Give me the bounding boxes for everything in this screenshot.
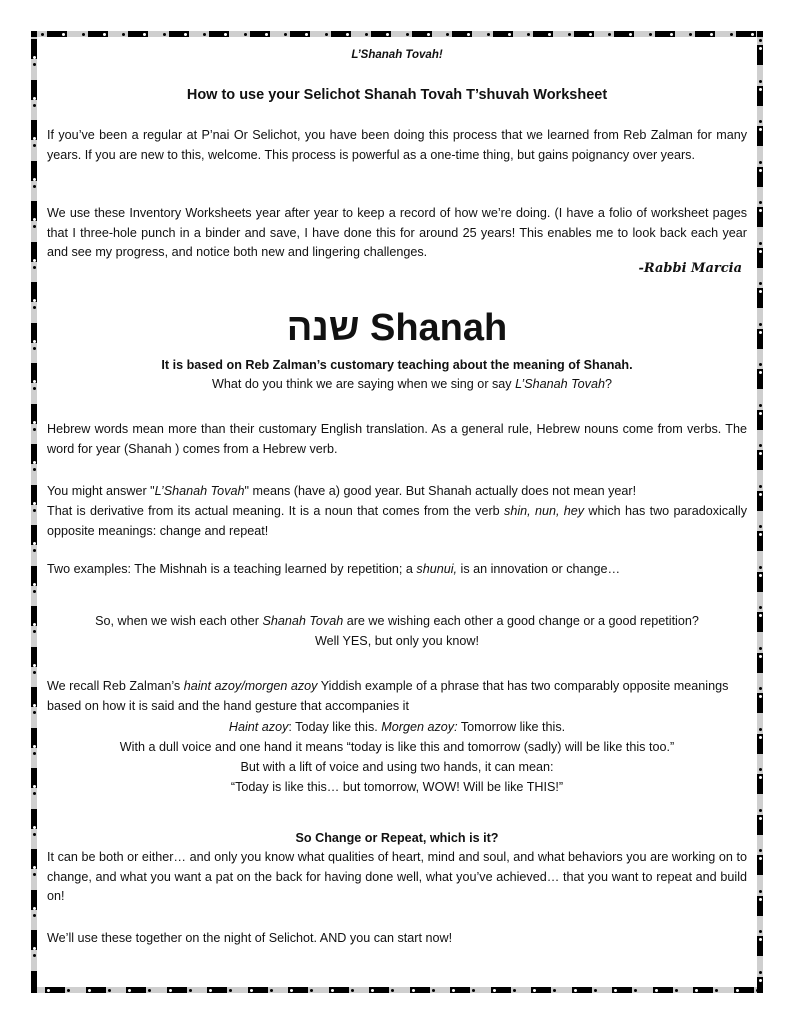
text: : Today like this. [288,720,382,734]
border-dot [33,873,36,876]
border-hole [759,493,762,496]
italic-text: Haint azoy [228,720,289,734]
border-hole [759,695,762,698]
border-dot [33,590,36,593]
border-dot [472,989,475,992]
border-dot [594,989,597,992]
border-hole [143,33,146,36]
border-dot [759,768,762,771]
border-hole [759,209,762,212]
paragraph-shanah-line-2 [47,502,747,541]
border-hole [33,785,36,788]
english-word: Shanah [369,307,508,349]
border-hole [184,33,187,36]
border-dot [759,525,762,528]
signature: -Rabbi Marcia [638,261,742,276]
border-dot [608,33,611,36]
border-hole [331,989,334,992]
border-dot [759,39,762,42]
border-hole [655,989,658,992]
border-dot [33,225,36,228]
border-corner-bottom-right [757,987,763,993]
paragraph-both-or-either: It can be both or either… and only you know what qualities of heart, mind and soul, and what behaviors you are working on to change, and what you want a pat on the back for having done well, what you’ve achieved… that you want to repeat and build on! [47,850,747,903]
border-hole [224,33,227,36]
border-hole [209,989,212,992]
italic-text: Shanah Tovah [262,614,344,628]
border-hole [33,907,36,910]
border-hole [759,574,762,577]
border-corner-bottom-left [31,987,37,993]
paragraph-wish-line-2: Well YES, but only you know! [314,634,480,648]
border-dot [122,33,125,36]
paragraph-two-examples [47,560,747,580]
border-dot [41,33,44,36]
border-hole [759,250,762,253]
border-hole [250,989,253,992]
border-hole [759,817,762,820]
border-dot [391,989,394,992]
border-hole [759,290,762,293]
border-hole [33,421,36,424]
border-hole [33,218,36,221]
border-hole [751,33,754,36]
greeting: L’Shanah Tovah! [351,49,443,61]
border-hole [759,412,762,415]
text: We recall Reb Zalman’s [47,679,184,693]
border-hole [759,452,762,455]
text: That is derivative from its actual meaning. It is a noun that comes from the verb [47,504,505,518]
border-dot [229,989,232,992]
border-hole [710,33,713,36]
border-hole [33,866,36,869]
border-hole [33,664,36,667]
paragraph-reb-zalman [47,677,747,716]
border-dot [284,33,287,36]
question-heading: So Change or Repeat, which is it? [295,831,499,845]
border-dot [33,468,36,471]
border-dot [759,201,762,204]
border-dot [351,989,354,992]
border-hole [670,33,673,36]
intro-paragraph-1: If you’ve been a regular at P’nai Or Selichot, you have been doing this process that we learned from Reb Zalman for many years. If you are new to this, welcome. This process is powerful as a one-time thing, but gains poignancy over years. [47,128,747,162]
border-dot [527,33,530,36]
border-hole [695,989,698,992]
subheading-line-1: It is based on Reb Zalman’s customary teaching about the meaning of Shanah. [161,358,633,372]
border-hole [33,502,36,505]
border-hole [103,33,106,36]
italic-text: haint azoy/morgen azoy [183,679,318,693]
border-hole [759,655,762,658]
border-hole [759,898,762,901]
border-hole [508,33,511,36]
border-dot [715,989,718,992]
border-dot [270,989,273,992]
border-hole [33,137,36,140]
border-hole [33,947,36,950]
border-dot [759,282,762,285]
border-dot [759,849,762,852]
border-hole [33,56,36,59]
border-hole [548,33,551,36]
text: which has two paradoxically opposite meanings: change and repeat! [47,504,747,538]
border-hole [169,989,172,992]
border-dot [759,120,762,123]
border-dot [189,989,192,992]
italic-text: L’Shanah Tovah [154,484,245,498]
border-hole [759,47,762,50]
border-dot [759,485,762,488]
border-hole [33,97,36,100]
text: " means (have a) good year. But Shanah actually does not mean year! [244,484,637,498]
border-dot [759,728,762,731]
italic-text: Morgen azoy: [381,720,458,734]
border-dot [730,33,733,36]
border-hole [33,745,36,748]
border-hole [574,989,577,992]
text: Tomorrow like this. [457,720,566,734]
border-hole [412,989,415,992]
border-hole [265,33,268,36]
border-dot [33,630,36,633]
border-dot [513,989,516,992]
border-left [31,31,37,993]
border-dot [33,387,36,390]
hebrew-word: שנה [286,307,360,349]
border-dot [33,671,36,674]
border-dot [759,687,762,690]
text: ? [604,377,612,391]
border-hole [759,169,762,172]
page-title: How to use your Selichot Shanah Tovah T’shuvah Worksheet [186,87,608,103]
border-hole [33,826,36,829]
border-dot [759,647,762,650]
border-dot [33,63,36,66]
border-dot [689,33,692,36]
border-hole [589,33,592,36]
border-dot [759,363,762,366]
border-dot [553,989,556,992]
border-dot [406,33,409,36]
border-hole [614,989,617,992]
border-dot [82,33,85,36]
border-hole [128,989,131,992]
border-dot [203,33,206,36]
border-dot [759,323,762,326]
example-line-2: With a dull voice and one hand it means “today is like this and tomorrow (sadly) will be like this too.” [119,740,675,754]
border-hole [759,979,762,982]
border-hole [759,128,762,131]
paragraph-closing: We’ll use these together on the night of Selichot. AND you can start now! [47,931,453,945]
border-dot [649,33,652,36]
border-hole [759,371,762,374]
border-hole [33,583,36,586]
border-dot [759,161,762,164]
border-corner-top-left [31,31,37,37]
border-dot [432,989,435,992]
paragraph-hebrew-words: Hebrew words mean more than their customary English translation. As a general rule, Hebrew nouns come from verbs. The word for year (Shanah ) comes from a Hebrew verb. [47,422,747,456]
border-hole [88,989,91,992]
border-hole [33,704,36,707]
border-hole [346,33,349,36]
border-hole [33,542,36,545]
border-hole [371,989,374,992]
intro-paragraph-2: We use these Inventory Worksheets year after year to keep a record of how we’re doing. (I have a folio of worksheet pages that I three-hole punch in a binder and save, I have done this for around 25 years! This enables me to look back each year and see my progress, and notice both new and lingering challenges. [47,206,747,259]
text: What do you think we are saying when we sing or say [212,377,516,391]
text: is an innovation or change… [457,562,621,576]
text: So, when we wish each other [95,614,263,628]
shanah-heading [47,306,747,350]
border-hole [759,88,762,91]
text: Two examples: The Mishnah is a teaching learned by repetition; a [47,562,417,576]
border-dot [675,989,678,992]
italic-text: L’Shanah Tovah [515,377,605,391]
border-hole [33,259,36,262]
italic-text: shin, nun, hey [504,504,585,518]
border-dot [325,33,328,36]
border-hole [47,989,50,992]
border-hole [467,33,470,36]
border-hole [759,938,762,941]
border-dot [148,989,151,992]
border-hole [33,461,36,464]
text: Yiddish example of a phrase that has two comparably opposite meanings based on how it is said and the hand gesture that accompanies it [47,679,729,713]
border-dot [759,404,762,407]
border-dot [33,954,36,957]
example-line-4: “Today is like this… but tomorrow, WOW! Will be like THIS!” [230,780,564,794]
border-hole [759,614,762,617]
border-hole [33,299,36,302]
paragraph-wish-line-1 [47,612,747,632]
border-hole [290,989,293,992]
border-dot [759,930,762,933]
border-dot [33,347,36,350]
border-dot [33,549,36,552]
border-dot [759,444,762,447]
border-bottom [31,987,763,993]
border-hole [533,989,536,992]
border-dot [108,989,111,992]
border-dot [759,809,762,812]
border-hole [33,178,36,181]
border-hole [759,857,762,860]
border-hole [493,989,496,992]
example-line-3: But with a lift of voice and using two hands, it can mean: [240,760,554,774]
border-dot [33,104,36,107]
border-dot [244,33,247,36]
border-hole [759,736,762,739]
border-dot [759,566,762,569]
border-dot [33,833,36,836]
border-right [757,31,763,993]
border-dot [759,80,762,83]
border-hole [33,623,36,626]
border-dot [33,914,36,917]
border-dot [310,989,313,992]
border-corner-top-right [757,31,763,37]
border-dot [33,428,36,431]
border-hole [386,33,389,36]
border-dot [568,33,571,36]
border-dot [33,792,36,795]
border-dot [67,989,70,992]
text: are we wishing each other a good change or a good repetition? [343,614,699,628]
border-dot [634,989,637,992]
text: You might answer " [47,484,155,498]
border-dot [33,711,36,714]
border-dot [33,509,36,512]
border-dot [33,185,36,188]
border-hole [33,340,36,343]
border-hole [452,989,455,992]
border-top [31,31,763,37]
border-dot [759,242,762,245]
border-hole [759,331,762,334]
border-dot [33,752,36,755]
border-hole [759,533,762,536]
example-line-1 [47,718,747,738]
border-hole [427,33,430,36]
border-hole [629,33,632,36]
subheading-line-2 [47,375,747,395]
italic-text: shunui, [416,562,458,576]
border-dot [759,971,762,974]
border-hole [62,33,65,36]
paragraph-shanah-line-1 [47,482,747,502]
border-dot [33,266,36,269]
border-dot [33,306,36,309]
border-dot [33,144,36,147]
border-hole [736,989,739,992]
border-dot [446,33,449,36]
border-dot [163,33,166,36]
border-dot [759,890,762,893]
border-hole [33,380,36,383]
border-dot [365,33,368,36]
border-dot [759,606,762,609]
border-hole [759,776,762,779]
border-hole [305,33,308,36]
border-dot [487,33,490,36]
